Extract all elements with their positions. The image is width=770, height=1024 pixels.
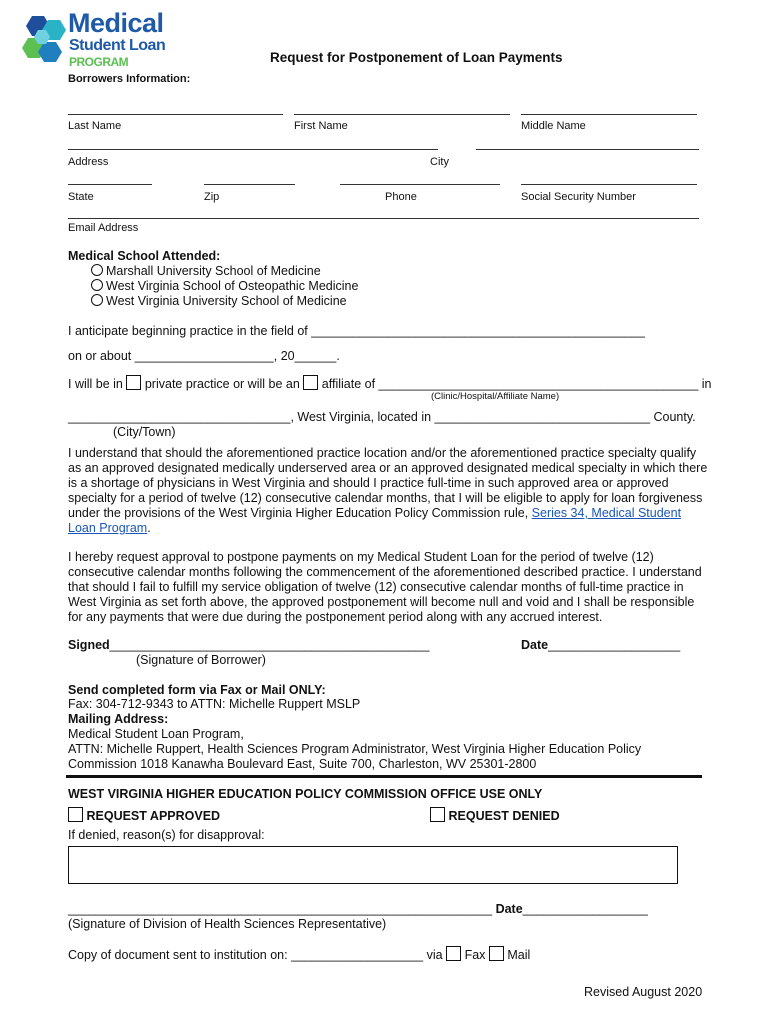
page-title: Request for Postponement of Loan Payments <box>270 50 563 65</box>
signature-row <box>68 638 429 652</box>
last-name-label: Last Name <box>68 120 122 132</box>
rep-date-label: Date <box>495 902 523 916</box>
series-34-link[interactable]: Series 34, Medical Student Loan Program <box>68 506 682 535</box>
office-divider <box>66 775 702 778</box>
denial-reason-label: If denied, reason(s) for disapproval: <box>68 828 265 842</box>
eligibility-paragraph <box>68 446 708 536</box>
rep-signature-hint: (Signature of Division of Health Sciences Representative) <box>68 917 387 931</box>
office-heading: WEST VIRGINIA HIGHER EDUCATION POLICY COMMISSION OFFICE USE ONLY <box>68 787 543 801</box>
copy-label[interactable]: Copy of document sent to institution on: ___________________ via <box>68 948 443 962</box>
email-label: Email Address <box>68 222 139 234</box>
email-line[interactable] <box>68 218 699 219</box>
mailing-address-3: Commission 1018 Kanawha Boulevard East, Suite 700, Charleston, WV 25301-2800 <box>68 757 537 771</box>
private-practice-label: private practice or will be an <box>144 377 300 391</box>
ssn-label: Social Security Number <box>521 191 636 203</box>
school-option-label: West Virginia University School of Medicine <box>106 294 347 308</box>
approved-checkbox[interactable] <box>68 807 83 822</box>
copy-row <box>68 946 530 962</box>
zip-line[interactable] <box>204 184 295 185</box>
address-line[interactable] <box>68 149 438 150</box>
mail-label: Mail <box>507 948 531 962</box>
city-line[interactable] <box>476 149 699 150</box>
zip-label: Zip <box>204 191 220 203</box>
practice-type-row <box>68 375 712 391</box>
city-label: City <box>430 156 449 168</box>
mailing-address-1: Medical Student Loan Program, <box>68 727 244 741</box>
send-heading: Send completed form via Fax or Mail ONLY: <box>68 683 326 697</box>
fax-info: Fax: 304-712-9343 to ATTN: Michelle Ruppert MSLP <box>68 697 361 711</box>
middle-name-label: Middle Name <box>521 120 586 132</box>
postponement-paragraph: I hereby request approval to postpone payments on my Medical Student Loan for the period of twelve (12) consecutive calendar months following the commencement of the aforementioned described practice. I understand that should I fail to fulfill my service obligation of twelve (12) consecutive calendar months of full-time practice in West Virginia as set forth above, the approved postponement will become null and void and I shall be responsible for any payments that were due during the postponement period along with any accrued interest. <box>68 550 702 624</box>
radio-icon[interactable] <box>91 264 103 276</box>
practice-field-line[interactable]: I anticipate beginning practice in the field of ________________________________________________ <box>68 324 645 338</box>
school-option-label: Marshall University School of Medicine <box>106 264 321 278</box>
will-be-in-label: I will be in <box>68 377 123 391</box>
radio-icon[interactable] <box>91 279 103 291</box>
city-hint: (City/Town) <box>113 425 176 439</box>
location-line[interactable]: ________________________________, West Virginia, located in _______________________________ County. <box>68 410 696 424</box>
signed-label: Signed <box>68 638 110 652</box>
phone-line[interactable] <box>340 184 500 185</box>
logo-line3: PROGRAM <box>69 55 129 69</box>
signature-hint: (Signature of Borrower) <box>136 653 266 667</box>
mailing-heading: Mailing Address: <box>68 712 169 726</box>
denial-reason-box[interactable] <box>68 846 678 884</box>
fax-label: Fax <box>464 948 486 962</box>
school-option-label: West Virginia School of Osteopathic Medicine <box>106 279 359 293</box>
school-option-osteopathic[interactable] <box>91 279 358 293</box>
practice-date-line[interactable]: on or about ____________________, 20______. <box>68 349 340 363</box>
logo-line1: Medical <box>68 8 164 38</box>
rep-signature-row <box>68 902 648 916</box>
request-approved-row[interactable] <box>68 807 220 823</box>
middle-name-line[interactable] <box>521 114 697 115</box>
denied-label: REQUEST DENIED <box>448 809 560 823</box>
date-row <box>521 638 680 652</box>
date-label: Date <box>521 638 549 652</box>
borrowers-info-heading: Borrowers Information: <box>68 73 191 85</box>
rep-date-line[interactable]: __________________ <box>522 902 648 916</box>
school-option-marshall[interactable] <box>91 264 321 278</box>
ssn-line[interactable] <box>521 184 697 185</box>
private-practice-checkbox[interactable] <box>126 375 141 390</box>
address-label: Address <box>68 156 109 168</box>
affiliate-checkbox[interactable] <box>303 375 318 390</box>
state-line[interactable] <box>68 184 152 185</box>
school-heading: Medical School Attended: <box>68 249 221 263</box>
last-name-line[interactable] <box>68 114 283 115</box>
signature-line[interactable]: ______________________________________________ <box>109 638 430 652</box>
logo-line2: Student Loan <box>69 37 166 54</box>
first-name-line[interactable] <box>294 114 510 115</box>
state-label: State <box>68 191 94 203</box>
date-line[interactable]: ___________________ <box>548 638 681 652</box>
rep-signature-line[interactable]: _____________________________________________________________ <box>68 902 493 916</box>
fax-checkbox[interactable] <box>446 946 461 961</box>
logo <box>22 10 197 72</box>
radio-icon[interactable] <box>91 294 103 306</box>
revised-date: Revised August 2020 <box>584 985 703 999</box>
eligibility-text: I understand that should the aforementioned practice location and/or the aforementioned practice specialty qualify as an approved designated medically underserved area or an approved designated medical specialty in which there is a shortage of physicians in West Virginia and should I practice full-time in such approved area or approved specialty for a period of twelve (12) consecutive calendar months, that I will be eligible to apply for loan forgiveness under the provisions of the West Virginia Higher Education Policy Commission rule, <box>68 446 708 520</box>
approved-label: REQUEST APPROVED <box>86 809 221 823</box>
affiliate-hint: (Clinic/Hospital/Affiliate Name) <box>431 391 560 402</box>
logo-icon <box>22 14 68 64</box>
denied-checkbox[interactable] <box>430 807 445 822</box>
mailing-address-2: ATTN: Michelle Ruppert, Health Sciences Program Administrator, West Virginia Higher Education Policy <box>68 742 642 756</box>
first-name-label: First Name <box>294 120 348 132</box>
affiliate-label[interactable]: affiliate of ______________________________________________ in <box>321 377 712 391</box>
phone-label: Phone <box>385 191 417 203</box>
eligibility-end: . <box>147 521 151 535</box>
request-denied-row[interactable] <box>430 807 560 823</box>
mail-checkbox[interactable] <box>489 946 504 961</box>
school-option-wvu[interactable] <box>91 294 347 308</box>
